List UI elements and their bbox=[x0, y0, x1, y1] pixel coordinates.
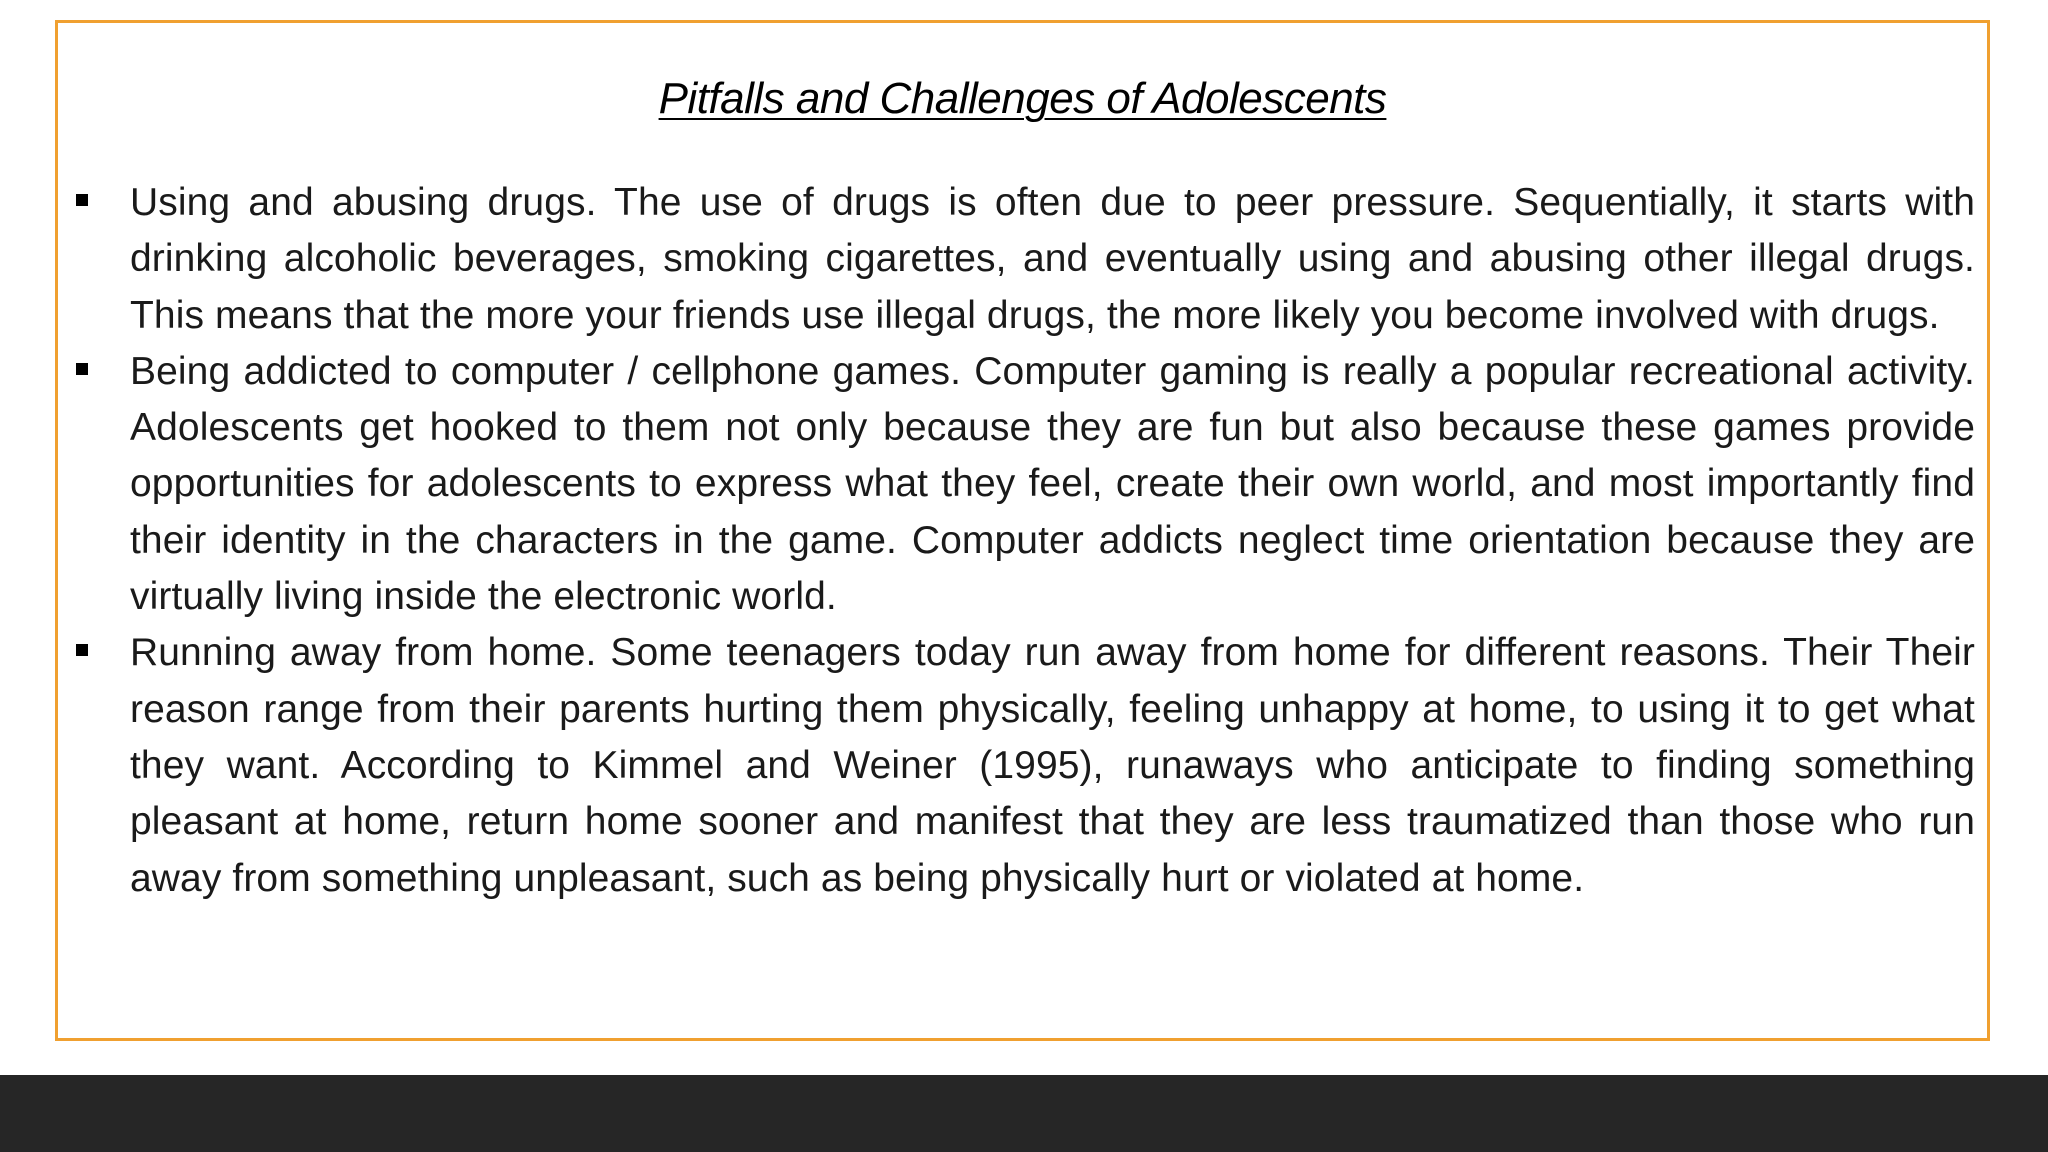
bullet-item-running-away bbox=[72, 625, 1975, 906]
bullet-item-drugs bbox=[72, 175, 1975, 344]
footer-bar bbox=[0, 1075, 2048, 1152]
bullet-text: Being addicted to computer / cellphone games. Computer gaming is really a popular recreational activity. Adolescents get hooked to them not only because they are fun but also because these games provide opportunities for adolescents to express what they feel, create their own world, and most importantly find their identity in the characters in the game. Computer addicts neglect time orientation because they are virtually living inside the electronic world. bbox=[130, 349, 1975, 619]
bullet-text: Using and abusing drugs. The use of drugs is often due to peer pressure. Sequentially, it starts with drinking alcoholic beverages, smoking cigarettes, and eventually using and abusing other illegal drugs. This means that the more your friends use illegal drugs, the more likely you become involved with drugs. bbox=[130, 181, 1975, 337]
square-bullet-icon bbox=[72, 175, 130, 231]
square-bullet-icon bbox=[72, 625, 130, 681]
bullet-list bbox=[72, 175, 1975, 907]
square-bullet-icon bbox=[72, 344, 130, 400]
bullet-text: Running away from home. Some teenagers today run away from home for different reasons. Their Their reason range from their parents hurting them physically, feeling unhappy at home, to using it to get what they want. According to Kimmel and Weiner (1995), runaways who anticipate to finding something pleasant at home, return home sooner and manifest that they are less traumatized than those who run away from something unpleasant, such as being physically hurt or violated at home. bbox=[130, 631, 1975, 900]
slide-title: Pitfalls and Challenges of Adolescents bbox=[658, 74, 1387, 123]
bullet-item-games bbox=[72, 344, 1975, 625]
